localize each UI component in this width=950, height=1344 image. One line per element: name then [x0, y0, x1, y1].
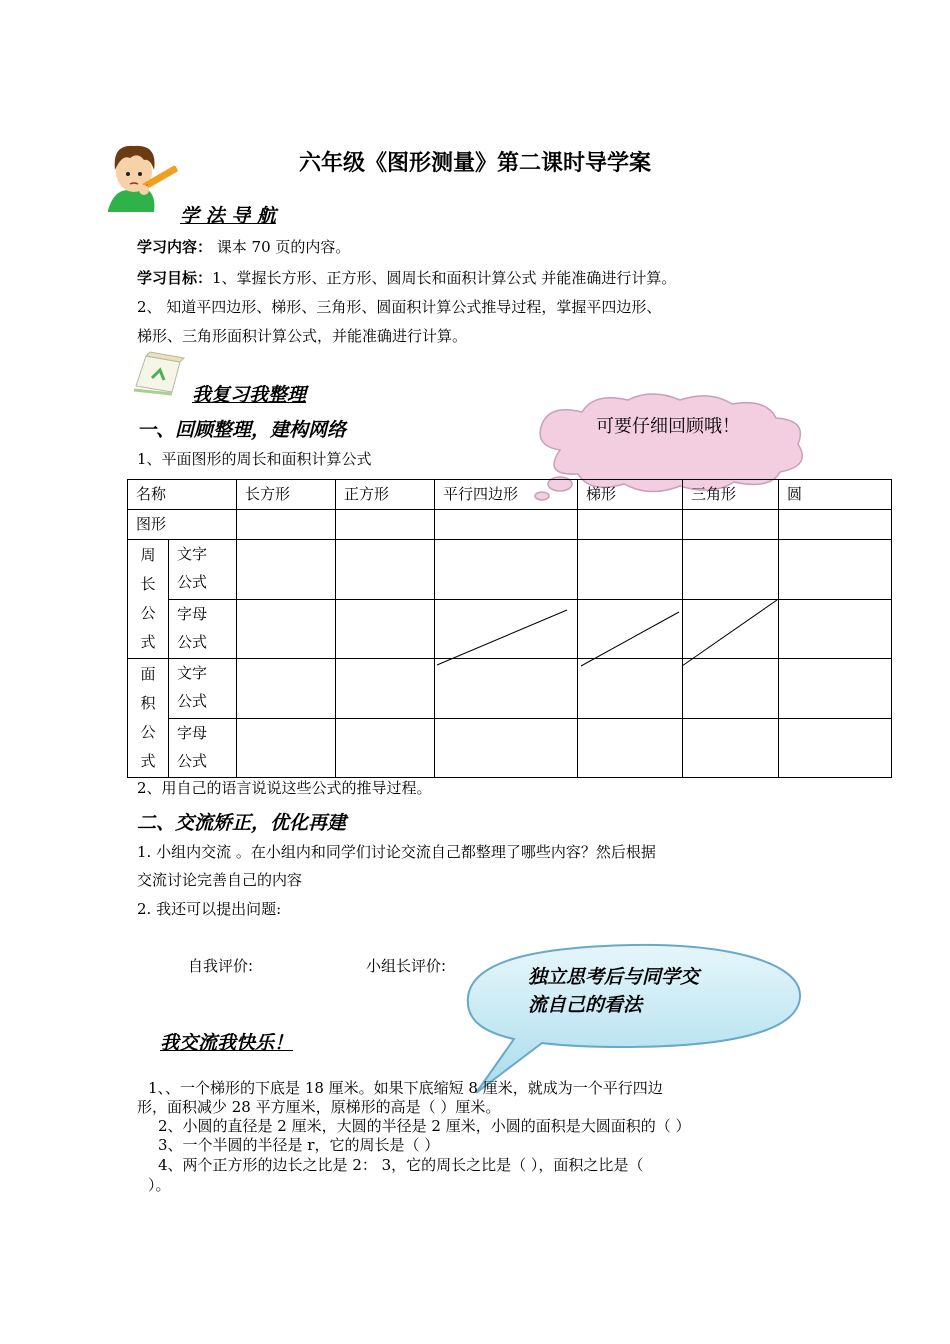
page-title: 六年级《图形测量》第二课时导学案 [298, 151, 651, 176]
col-circle: 圆 [779, 480, 892, 510]
perimeter-group-label: 周 长 公 式 [128, 540, 169, 659]
exchange-heading: 我交流我快乐！ [160, 1032, 294, 1054]
study-content-label: 学习内容： [137, 238, 213, 256]
part2-item2: 2. 我还可以提出问题: [137, 900, 282, 918]
study-guide-heading: 学 法 导 航 [180, 205, 276, 227]
study-goal-line2: 2、 知道平四边形、梯形、三角形、圆面积计算公式推导过程，掌握平四边形、 [137, 298, 662, 316]
question-2: 2、小圆的直径是 2 厘米，大圆的半径是 2 厘米，小圆的面积是大圆面积的（ ） [158, 1117, 691, 1135]
part2-item1-line1: 1. 小组内交流 。在小组内和同学们讨论交流自己都整理了哪些内容？然后根据 [137, 843, 656, 861]
group-eval-label: 小组长评价: [366, 957, 447, 975]
question-1-line1: 1、、一个梯形的下底是 18 厘米。如果下底缩短 8 厘米，就成为一个平行四边 [148, 1079, 663, 1097]
question-4-line2: ）。 [148, 1176, 171, 1194]
part2-heading: 二、交流矫正，优化再建 [137, 812, 347, 834]
perimeter-letter-label: 字母 公式 [169, 600, 237, 659]
col-rectangle: 长方形 [237, 480, 336, 510]
col-square: 正方形 [336, 480, 435, 510]
part1-item2: 2、用自己的语言说说这些公式的推导过程。 [137, 779, 432, 797]
header-name-cell: 名称 [128, 480, 237, 510]
col-parallelogram: 平行四边形 [435, 480, 578, 510]
perimeter-text-label: 文字 公式 [169, 540, 237, 600]
diagonal-trapezoid [581, 612, 679, 666]
question-3: 3、一个半圆的半径是 r，它的周长是（ ） [158, 1136, 440, 1154]
part1-item1: 1、平面图形的周长和面积计算公式 [137, 450, 372, 468]
study-content-text: 课本 70 页的内容。 [212, 238, 351, 256]
review-heading: 我复习我整理 [192, 384, 307, 406]
area-group-label: 面 积 公 式 [128, 659, 169, 778]
question-1-line2: 形，面积减少 28 平方厘米，原梯形的高是（ ）厘米。 [137, 1098, 501, 1116]
cloud-text: 可要仔细回顾哦！ [596, 416, 740, 437]
area-letter-label: 字母 公式 [169, 719, 237, 778]
part1-heading: 一、回顾整理，建构网络 [137, 419, 347, 441]
area-text-label: 文字 公式 [169, 659, 237, 719]
study-goal-label: 学习目标： [137, 269, 213, 287]
col-trapezoid: 梯形 [578, 480, 683, 510]
study-goal-line1: 1、掌握长方形、正方形、圆周长和面积计算公式 并能准确进行计算。 [212, 269, 677, 287]
shape-row-label: 图形 [128, 510, 237, 540]
study-goal-line3: 梯形、三角形面积计算公式，并能准确进行计算。 [137, 327, 468, 345]
diagonal-parallelogram [437, 610, 567, 665]
diagonal-triangle [682, 600, 777, 666]
self-eval-label: 自我评价: [188, 957, 254, 975]
part2-item1-line2: 交流讨论完善自己的内容 [137, 871, 303, 889]
question-4-line1: 4、两个正方形的边长之比是 2： 3，它的周长之比是（ ），面积之比是（ [158, 1156, 644, 1174]
col-triangle: 三角形 [683, 480, 779, 510]
bubble-text: 独立思考后与同学交 流自己的看法 [528, 966, 700, 1016]
